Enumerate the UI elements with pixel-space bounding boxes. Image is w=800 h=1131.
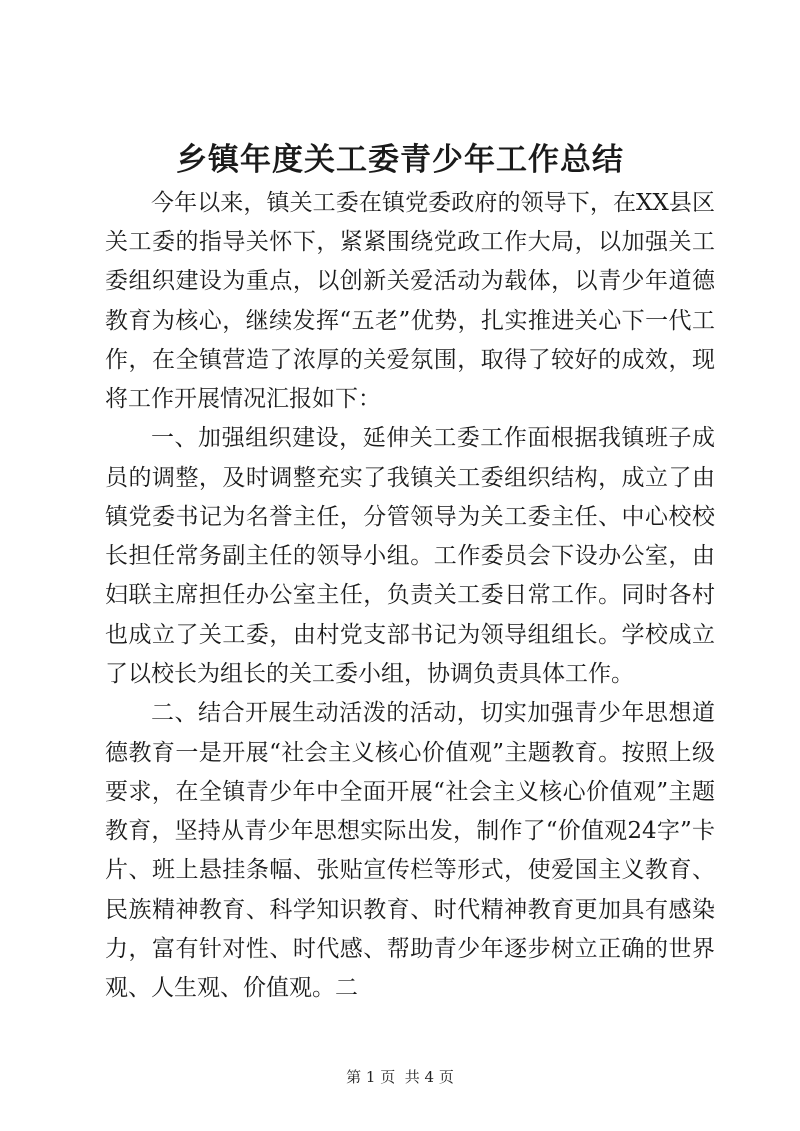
paragraph-section-two: 二、结合开展生动活泼的活动，切实加强青少年思想道德教育一是开展“社会主义核心价值观”主题教育。按照上级要求，在全镇青少年中全面开展“社会主义核心价值观”主题教育，坚持从青少年思想实际出发，制作了“价值观24字”卡片、班上悬挂条幅、张贴宣传栏等形式，使爱国主义教育、民族精神教育、科学知识教育、时代精神教育更加具有感染力，富有针对性、时代感、帮助青少年逐步树立正确的世界观、人生观、价值观。二 — [105, 700, 715, 1002]
page-number: 第 1 页 共 4 页 — [346, 1068, 454, 1086]
page-footer — [0, 1067, 800, 1087]
document-body — [105, 184, 715, 1009]
document-title: 乡镇年度关工委青少年工作总结 — [176, 142, 624, 178]
paragraph-intro: 今年以来，镇关工委在镇党委政府的领导下，在XX县区关工委的指导关怀下，紧紧围绕党政工作大局，以加强关工委组织建设为重点，以创新关爱活动为载体，以青少年道德教育为核心，继续发挥“五老”优势，扎实推进关心下一代工作，在全镇营造了浓厚的关爱氛围，取得了较好的成效，现将工作开展情况汇报如下： — [105, 190, 715, 413]
paragraph-section-one: 一、加强组织建设，延伸关工委工作面根据我镇班子成员的调整，及时调整充实了我镇关工委组织结构，成立了由镇党委书记为名誉主任，分管领导为关工委主任、中心校校长担任常务副主任的领导小组。工作委员会下设办公室，由妇联主席担任办公室主任，负责关工委日常工作。同时各村也成立了关工委，由村党支部书记为领导组组长。学校成立了以校长为组长的关工委小组，协调负责具体工作。 — [105, 425, 715, 687]
